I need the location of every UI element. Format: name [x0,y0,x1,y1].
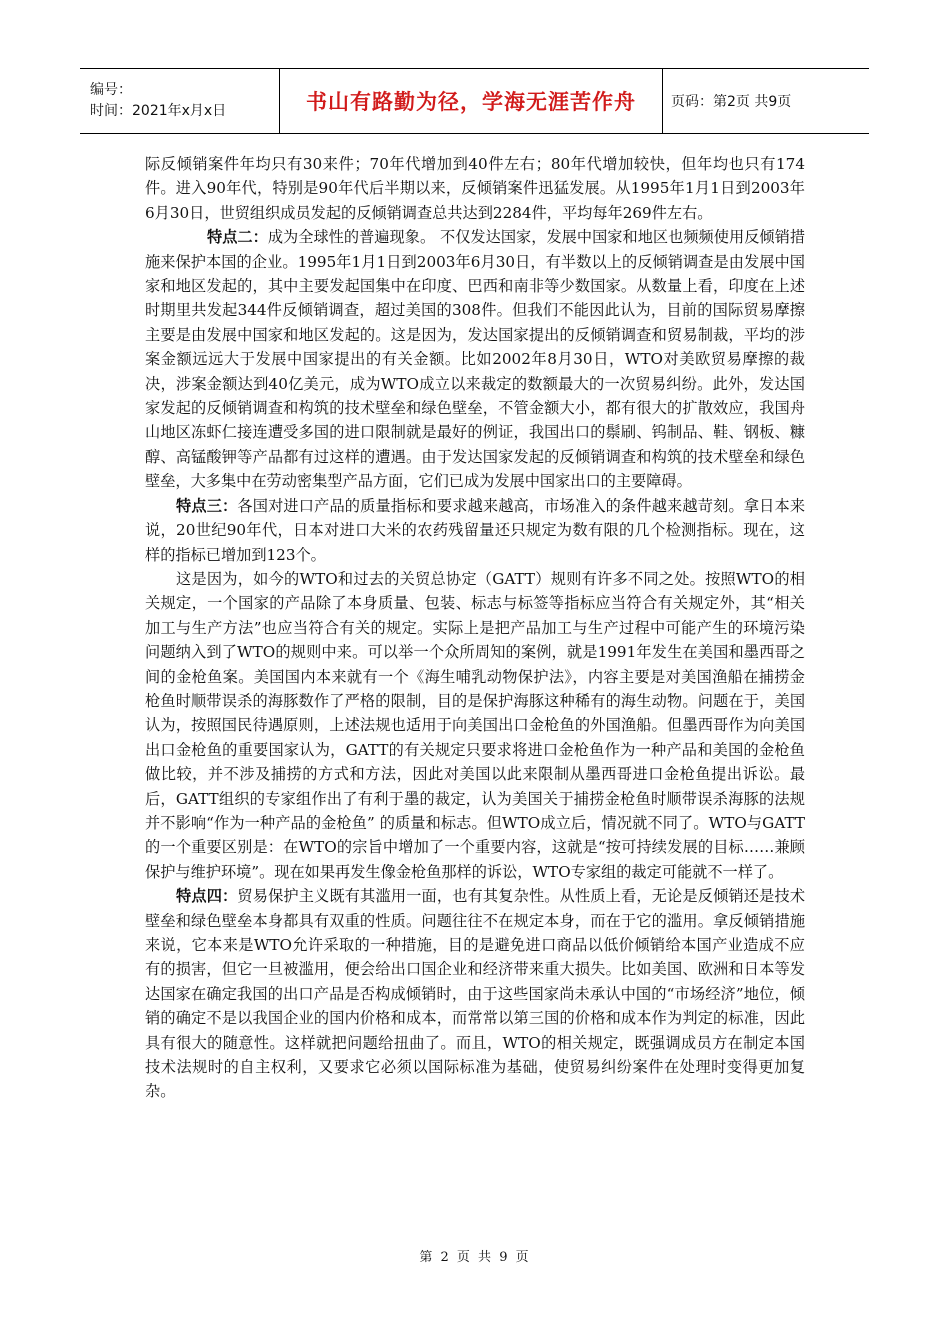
header-motto: 书山有路勤为径，学海无涯苦作舟 [280,69,663,133]
body-paragraph-feature-2 [145,225,805,493]
body-paragraph-feature-4 [145,884,805,1104]
header-page-number: 页码：第2页 共9页 [671,94,792,110]
document-number-label: 编号： [90,82,132,98]
page-footer: 第 2 页 共 9 页 [419,1250,531,1265]
paragraph-text: 各国对进口产品的质量指标和要求越来越高，市场准入的条件越来越苛刻。拿日本来说，20世纪90年代，日本对进口大米的农药残留量还只规定为数有限的几个检测指标。现在，这样的指标已增加到123个。 [145,496,806,564]
body-paragraph [145,567,805,884]
page-header [80,68,869,134]
feature-heading: 特点二： [207,228,268,247]
feature-heading: 特点四： [176,887,238,906]
body-paragraph [145,152,805,225]
document-body [145,152,805,1104]
paragraph-text: 际反倾销案件年均只有30来件；70年代增加到40件左右；80年代增加较快，但年均也只有174件。进入90年代，特别是90年代后半期以来，反倾销案件迅猛发展。从1995年1月1日到2003年6月30日，世贸组织成员发起的反倾销调查总共达到2284件，平均每年269件左右。 [145,155,805,222]
document-time-label: 时间：2021年x月x日 [90,103,227,119]
paragraph-text: 这是因为，如今的WTO和过去的关贸总协定（GATT）规则有许多不同之处。按照WTO的相关规定，一个国家的产品除了本身质量、包装、标志与标签等指标应当符合有关规定外，其“相关加工与生产方法”也应当符合有关的规定。实际上是把产品加工与生产过程中可能产生的环境污染问题纳入到了WTO的规则中来。可以举一个众所周知的案例，就是1991年发生在美国和墨西哥之间的金枪鱼案。美国国内本来就有一个《海生哺乳动物保护法》，内容主要是对美国渔船在捕捞金枪鱼时顺带误杀的海豚数作了严格的限制，目的是保护海豚这种稀有的海生动物。问题在于，美国认为，按照国民待遇原则，上述法规也适用于向美国出口金枪鱼的外国渔船。但墨西哥作为向美国出口金枪鱼的重要国家认为，GATT的有关规定只要求将进口金枪鱼作为一种产品和美国的金枪鱼做比较，并不涉及捕捞的方式和方法，因此对美国以此来限制从墨西哥进口金枪鱼提出诉讼。最后，GATT组织的专家组作出了有利于墨的裁定，认为美国关于捕捞金枪鱼时顺带误杀海豚的法规并不影响“作为一种产品的金枪鱼” 的质量和标志。但WTO成立后，情况就不同了。WTO与GATT的一个重要区别是：在WTO的宗旨中增加了一个重要内容，这就是“按可持续发展的目标……兼顾保护与维护环境”。现在如果再发生像金枪鱼那样的诉讼，WTO专家组的裁定可能就不一样了。 [145,569,805,881]
header-meta [80,69,280,133]
feature-heading: 特点三： [176,496,238,515]
paragraph-text: 贸易保护主义既有其滥用一面，也有其复杂性。从性质上看，无论是反倾销还是技术壁垒和绿色壁垒本身都具有双重的性质。问题往往不在规定本身，而在于它的滥用。拿反倾销措施来说，它本来是WTO允许采取的一种措施，目的是避免进口商品以低价倾销给本国产业造成不应有的损害，但它一旦被滥用，便会给出口国企业和经济带来重大损失。比如美国、欧洲和日本等发达国家在确定我国的出口产品是否构成倾销时，由于这些国家尚未承认中国的“市场经济”地位，倾销的确定不是以我国企业的国内价格和成本，而常常以第三国的价格和成本作为判定的标准，因此具有很大的随意性。这样就把问题给扭曲了。而且，WTO的相关规定，既强调成员方在制定本国技术法规时的自主权利，又要求它必须以国际标准为基础，使贸易纠纷案件在处理时变得更加复杂。 [145,887,806,1101]
body-paragraph-feature-3 [145,494,805,567]
paragraph-text: 成为全球性的普遍现象。 不仅发达国家，发展中国家和地区也频频使用反倾销措施来保护本国的企业。1995年1月1日到2003年6月30日，有半数以上的反倾销调查是由发展中国家和地区发起的，其中主要发起国集中在印度、巴西和南非等少数国家。从数量上看，印度在上述时期里共发起344件反倾销调查，超过美国的308件。但我们不能因此认为，目前的国际贸易摩擦主要是由发展中国家和地区发起的。这是因为，发达国家提出的反倾销调查和贸易制裁，平均的涉案金额远远大于发展中国家提出的有关金额。比如2002年8月30日，WTO对美欧贸易摩擦的裁决，涉案金额达到40亿美元，成为WTO成立以来裁定的数额最大的一次贸易纠纷。此外，发达国家发起的反倾销调查和构筑的技术壁垒和绿色壁垒，不管金额大小，都有很大的扩散效应，我国舟山地区冻虾仁接连遭受多国的进口限制就是最好的例证，我国出口的鬃刷、钨制品、鞋、钢板、糠醇、高锰酸钾等产品都有过这样的遭遇。由于发达国家发起的反倾销调查和构筑的技术壁垒和绿色壁垒，大多集中在劳动密集型产品方面，它们已成为发展中国家出口的主要障碍。 [145,228,806,491]
